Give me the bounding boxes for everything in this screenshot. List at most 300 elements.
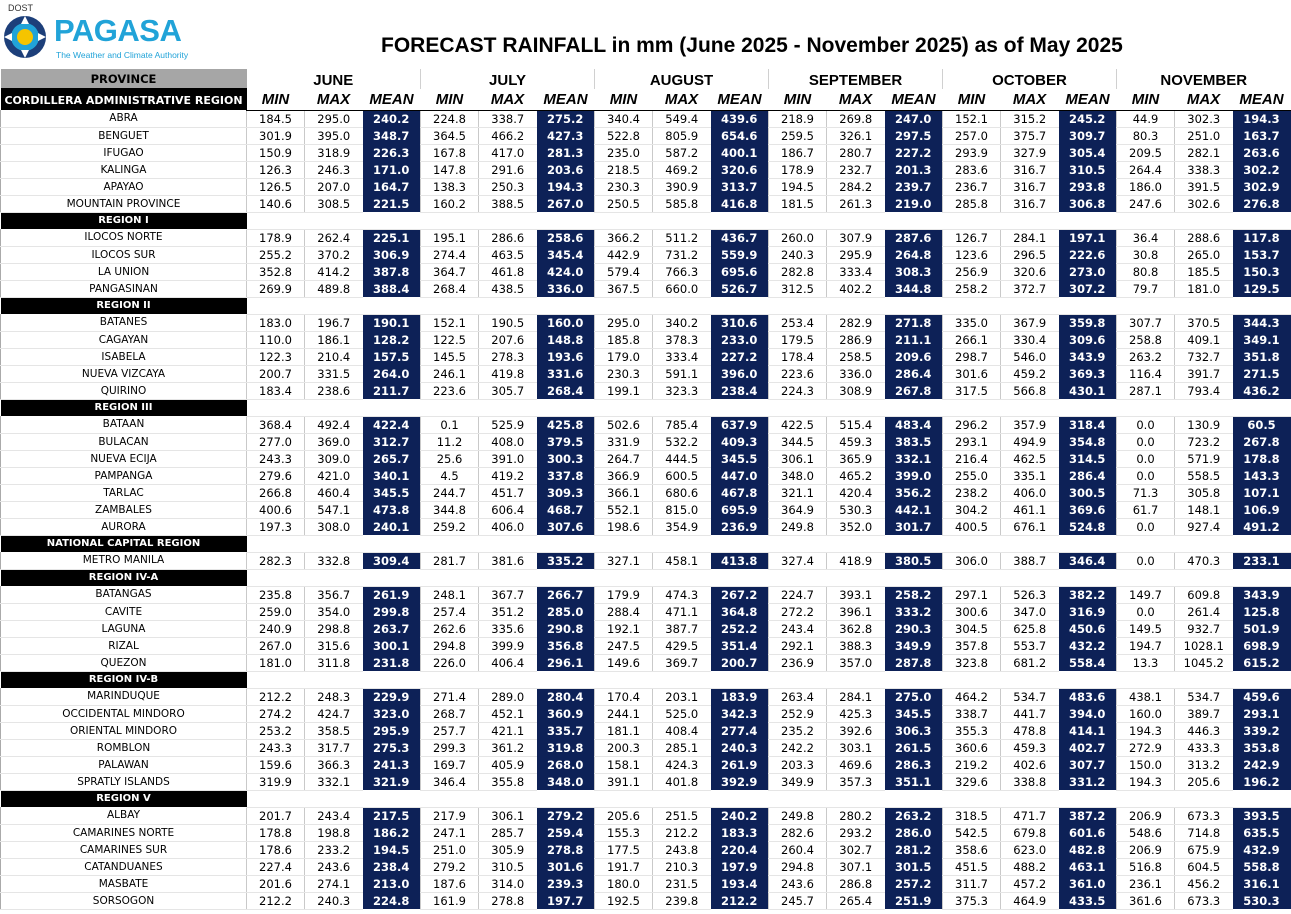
- value-max: 330.4: [1001, 331, 1059, 348]
- value-min: 145.5: [421, 348, 479, 365]
- value-max: 462.5: [1001, 450, 1059, 467]
- value-mean: 171.0: [363, 161, 421, 178]
- dost-label: DOST: [8, 3, 34, 13]
- table-body: [1, 110, 1291, 909]
- value-min: 287.1: [1117, 382, 1175, 399]
- value-min: 187.6: [421, 875, 479, 892]
- value-mean: 193.6: [537, 348, 595, 365]
- value-mean: 290.3: [885, 620, 943, 637]
- value-max: 673.3: [1175, 892, 1233, 909]
- value-max: 250.3: [479, 178, 537, 195]
- value-min: 244.7: [421, 484, 479, 501]
- value-mean: 273.0: [1059, 263, 1117, 280]
- stat-min: MIN: [943, 89, 1001, 110]
- table-row: [1, 280, 1291, 297]
- value-max: 600.5: [653, 467, 711, 484]
- value-mean: 220.4: [711, 841, 769, 858]
- value-min: 279.6: [247, 467, 305, 484]
- stat-mean: MEAN: [711, 89, 769, 110]
- value-mean: 266.7: [537, 586, 595, 603]
- province-name: BATAAN: [1, 416, 247, 433]
- value-min: 235.2: [769, 722, 827, 739]
- value-mean: 275.3: [363, 739, 421, 756]
- value-min: 301.6: [943, 365, 1001, 382]
- value-mean: 335.7: [537, 722, 595, 739]
- value-mean: 301.6: [537, 858, 595, 875]
- province-name: ISABELA: [1, 348, 247, 365]
- value-mean: 241.3: [363, 756, 421, 773]
- value-max: 303.1: [827, 739, 885, 756]
- value-min: 375.3: [943, 892, 1001, 909]
- value-mean: 258.2: [885, 586, 943, 603]
- value-min: 186.0: [1117, 178, 1175, 195]
- value-mean: 439.6: [711, 110, 769, 127]
- value-mean: 698.9: [1233, 637, 1291, 654]
- value-max: 316.7: [1001, 178, 1059, 195]
- value-max: 285.7: [479, 824, 537, 841]
- value-max: 546.0: [1001, 348, 1059, 365]
- value-mean: 163.7: [1233, 127, 1291, 144]
- value-mean: 482.8: [1059, 841, 1117, 858]
- value-max: 408.4: [653, 722, 711, 739]
- value-max: 370.2: [305, 246, 363, 263]
- value-mean: 239.3: [537, 875, 595, 892]
- value-mean: 300.3: [537, 450, 595, 467]
- region-spacer: [247, 569, 1291, 586]
- value-max: 282.1: [1175, 144, 1233, 161]
- value-max: 393.1: [827, 586, 885, 603]
- value-mean: 320.6: [711, 161, 769, 178]
- value-mean: 306.3: [885, 722, 943, 739]
- value-min: 209.5: [1117, 144, 1175, 161]
- value-max: 425.3: [827, 705, 885, 722]
- value-min: 259.2: [421, 518, 479, 535]
- value-max: 547.1: [305, 501, 363, 518]
- province-name: ILOCOS SUR: [1, 246, 247, 263]
- value-max: 515.4: [827, 416, 885, 433]
- value-max: 457.2: [1001, 875, 1059, 892]
- value-min: 243.3: [247, 450, 305, 467]
- region-name: REGION III: [1, 399, 247, 416]
- value-mean: 364.8: [711, 603, 769, 620]
- value-max: 488.2: [1001, 858, 1059, 875]
- value-max: 307.9: [827, 229, 885, 246]
- value-min: 216.4: [943, 450, 1001, 467]
- value-min: 0.0: [1117, 467, 1175, 484]
- value-mean: 388.4: [363, 280, 421, 297]
- value-max: 316.7: [1001, 161, 1059, 178]
- rainfall-table: [0, 69, 1291, 910]
- value-max: 587.2: [653, 144, 711, 161]
- value-max: 306.1: [479, 807, 537, 824]
- value-min: 422.5: [769, 416, 827, 433]
- value-max: 399.9: [479, 637, 537, 654]
- value-max: 251.0: [1175, 127, 1233, 144]
- value-max: 805.9: [653, 127, 711, 144]
- value-mean: 312.7: [363, 433, 421, 450]
- value-min: 258.2: [943, 280, 1001, 297]
- value-max: 391.7: [1175, 365, 1233, 382]
- value-max: 361.2: [479, 739, 537, 756]
- value-min: 257.7: [421, 722, 479, 739]
- region-header: CORDILLERA ADMINISTRATIVE REGION: [1, 89, 247, 110]
- province-name: MARINDUQUE: [1, 688, 247, 705]
- value-max: 239.8: [653, 892, 711, 909]
- value-mean: 351.8: [1233, 348, 1291, 365]
- value-max: 534.7: [1175, 688, 1233, 705]
- value-mean: 247.0: [885, 110, 943, 127]
- value-mean: 268.0: [537, 756, 595, 773]
- value-mean: 200.7: [711, 654, 769, 671]
- value-min: 197.3: [247, 518, 305, 535]
- value-max: 402.2: [827, 280, 885, 297]
- value-mean: 197.1: [1059, 229, 1117, 246]
- value-mean: 240.2: [711, 807, 769, 824]
- value-min: 348.0: [769, 467, 827, 484]
- value-mean: 343.9: [1059, 348, 1117, 365]
- value-max: 369.0: [305, 433, 363, 450]
- value-min: 366.1: [595, 484, 653, 501]
- value-max: 927.4: [1175, 518, 1233, 535]
- value-mean: 261.5: [885, 739, 943, 756]
- value-min: 243.6: [769, 875, 827, 892]
- value-min: 255.2: [247, 246, 305, 263]
- value-min: 281.7: [421, 552, 479, 569]
- value-mean: 424.0: [537, 263, 595, 280]
- region-spacer: [247, 790, 1291, 807]
- value-min: 212.2: [247, 892, 305, 909]
- value-max: 285.1: [653, 739, 711, 756]
- stat-mean: MEAN: [1059, 89, 1117, 110]
- value-min: 230.3: [595, 365, 653, 382]
- value-min: 242.2: [769, 739, 827, 756]
- value-max: 265.4: [827, 892, 885, 909]
- value-min: 268.7: [421, 705, 479, 722]
- value-max: 424.3: [653, 756, 711, 773]
- value-mean: 356.8: [537, 637, 595, 654]
- value-min: 180.0: [595, 875, 653, 892]
- value-min: 312.5: [769, 280, 827, 297]
- value-max: 591.1: [653, 365, 711, 382]
- value-max: 679.8: [1001, 824, 1059, 841]
- value-max: 660.0: [653, 280, 711, 297]
- value-mean: 300.5: [1059, 484, 1117, 501]
- value-max: 680.6: [653, 484, 711, 501]
- value-mean: 286.0: [885, 824, 943, 841]
- value-max: 207.0: [305, 178, 363, 195]
- value-max: 185.5: [1175, 263, 1233, 280]
- province-name: ROMBLON: [1, 739, 247, 756]
- value-mean: 211.7: [363, 382, 421, 399]
- value-max: 248.3: [305, 688, 363, 705]
- value-max: 378.3: [653, 331, 711, 348]
- province-name: LA UNION: [1, 263, 247, 280]
- table-row: [1, 892, 1291, 909]
- value-max: 365.9: [827, 450, 885, 467]
- value-mean: 290.8: [537, 620, 595, 637]
- value-min: 160.2: [421, 195, 479, 212]
- value-min: 267.0: [247, 637, 305, 654]
- value-min: 192.1: [595, 620, 653, 637]
- stat-min: MIN: [769, 89, 827, 110]
- province-name: CAMARINES NORTE: [1, 824, 247, 841]
- value-mean: 483.4: [885, 416, 943, 433]
- value-mean: 331.2: [1059, 773, 1117, 790]
- value-mean: 345.5: [885, 705, 943, 722]
- province-name: CAMARINES SUR: [1, 841, 247, 858]
- value-mean: 427.3: [537, 127, 595, 144]
- province-name: PANGASINAN: [1, 280, 247, 297]
- value-min: 542.5: [943, 824, 1001, 841]
- value-max: 262.4: [305, 229, 363, 246]
- value-max: 381.6: [479, 552, 537, 569]
- value-max: 308.0: [305, 518, 363, 535]
- value-min: 253.2: [247, 722, 305, 739]
- value-mean: 295.9: [363, 722, 421, 739]
- province-name: MASBATE: [1, 875, 247, 892]
- value-min: 206.9: [1117, 841, 1175, 858]
- pagasa-seal-icon: [2, 14, 48, 60]
- value-max: 370.5: [1175, 314, 1233, 331]
- value-min: 224.3: [769, 382, 827, 399]
- value-min: 147.8: [421, 161, 479, 178]
- value-max: 793.4: [1175, 382, 1233, 399]
- value-mean: 225.1: [363, 229, 421, 246]
- region-name: REGION V: [1, 790, 247, 807]
- table-row: [1, 858, 1291, 875]
- value-mean: 117.8: [1233, 229, 1291, 246]
- value-max: 354.9: [653, 518, 711, 535]
- value-max: 298.8: [305, 620, 363, 637]
- value-max: 335.6: [479, 620, 537, 637]
- value-max: 494.9: [1001, 433, 1059, 450]
- value-max: 424.7: [305, 705, 363, 722]
- value-max: 302.3: [1175, 110, 1233, 127]
- value-max: 489.8: [305, 280, 363, 297]
- value-mean: 468.7: [537, 501, 595, 518]
- value-mean: 313.7: [711, 178, 769, 195]
- value-max: 311.8: [305, 654, 363, 671]
- value-max: 203.1: [653, 688, 711, 705]
- table-row: [1, 263, 1291, 280]
- value-min: 224.7: [769, 586, 827, 603]
- value-mean: 302.9: [1233, 178, 1291, 195]
- value-mean: 233.1: [1233, 552, 1291, 569]
- table-row: [1, 348, 1291, 365]
- value-max: 623.0: [1001, 841, 1059, 858]
- value-mean: 321.9: [363, 773, 421, 790]
- table-row: [1, 195, 1291, 212]
- value-mean: 301.7: [885, 518, 943, 535]
- value-mean: 238.4: [363, 858, 421, 875]
- value-max: 354.0: [305, 603, 363, 620]
- value-max: 289.0: [479, 688, 537, 705]
- value-min: 298.7: [943, 348, 1001, 365]
- value-mean: 307.2: [1059, 280, 1117, 297]
- value-mean: 60.5: [1233, 416, 1291, 433]
- value-min: 329.6: [943, 773, 1001, 790]
- value-mean: 261.9: [711, 756, 769, 773]
- province-name: ABRA: [1, 110, 247, 127]
- value-mean: 279.2: [537, 807, 595, 824]
- value-min: 245.7: [769, 892, 827, 909]
- value-max: 532.2: [653, 433, 711, 450]
- value-min: 282.3: [247, 552, 305, 569]
- value-mean: 432.9: [1233, 841, 1291, 858]
- value-min: 159.6: [247, 756, 305, 773]
- value-mean: 601.6: [1059, 824, 1117, 841]
- value-min: 126.3: [247, 161, 305, 178]
- value-mean: 319.8: [537, 739, 595, 756]
- value-min: 442.9: [595, 246, 653, 263]
- value-min: 236.1: [1117, 875, 1175, 892]
- table-row: [1, 722, 1291, 739]
- value-max: 357.0: [827, 654, 885, 671]
- value-min: 191.7: [595, 858, 653, 875]
- value-min: 293.9: [943, 144, 1001, 161]
- value-min: 400.6: [247, 501, 305, 518]
- value-max: 212.2: [653, 824, 711, 841]
- value-min: 349.9: [769, 773, 827, 790]
- value-min: 0.0: [1117, 450, 1175, 467]
- value-min: 318.5: [943, 807, 1001, 824]
- value-mean: 236.9: [711, 518, 769, 535]
- value-mean: 287.6: [885, 229, 943, 246]
- region-row: [1, 535, 1291, 552]
- value-max: 456.2: [1175, 875, 1233, 892]
- value-max: 406.0: [1001, 484, 1059, 501]
- value-max: 280.7: [827, 144, 885, 161]
- stat-min: MIN: [1117, 89, 1175, 110]
- value-min: 226.0: [421, 654, 479, 671]
- value-max: 233.2: [305, 841, 363, 858]
- value-min: 464.2: [943, 688, 1001, 705]
- value-mean: 383.5: [885, 433, 943, 450]
- value-min: 0.0: [1117, 518, 1175, 535]
- value-max: 530.3: [827, 501, 885, 518]
- value-max: 731.2: [653, 246, 711, 263]
- month-header-october: OCTOBER: [943, 69, 1117, 89]
- value-min: 301.9: [247, 127, 305, 144]
- value-mean: 635.5: [1233, 824, 1291, 841]
- value-mean: 252.2: [711, 620, 769, 637]
- value-max: 210.3: [653, 858, 711, 875]
- value-mean: 360.9: [537, 705, 595, 722]
- value-max: 181.0: [1175, 280, 1233, 297]
- value-mean: 201.3: [885, 161, 943, 178]
- value-mean: 264.0: [363, 365, 421, 382]
- value-min: 44.9: [1117, 110, 1175, 127]
- province-name: CAVITE: [1, 603, 247, 620]
- value-max: 286.9: [827, 331, 885, 348]
- value-mean: 217.5: [363, 807, 421, 824]
- table-row: [1, 807, 1291, 824]
- value-mean: 400.1: [711, 144, 769, 161]
- region-row: [1, 671, 1291, 688]
- value-max: 387.7: [653, 620, 711, 637]
- region-row: [1, 212, 1291, 229]
- region-row: [1, 569, 1291, 586]
- value-max: 474.3: [653, 586, 711, 603]
- value-min: 292.1: [769, 637, 827, 654]
- value-min: 149.5: [1117, 620, 1175, 637]
- table-row: [1, 433, 1291, 450]
- province-name: QUEZON: [1, 654, 247, 671]
- value-mean: 349.9: [885, 637, 943, 654]
- value-min: 247.1: [421, 824, 479, 841]
- value-mean: 382.2: [1059, 586, 1117, 603]
- value-mean: 267.8: [885, 382, 943, 399]
- value-mean: 369.3: [1059, 365, 1117, 382]
- value-max: 318.9: [305, 144, 363, 161]
- value-min: 169.7: [421, 756, 479, 773]
- value-max: 418.9: [827, 552, 885, 569]
- value-max: 332.8: [305, 552, 363, 569]
- value-min: 253.4: [769, 314, 827, 331]
- value-max: 932.7: [1175, 620, 1233, 637]
- value-max: 305.8: [1175, 484, 1233, 501]
- value-max: 307.1: [827, 858, 885, 875]
- value-mean: 212.2: [711, 892, 769, 909]
- value-min: 331.9: [595, 433, 653, 450]
- value-min: 293.1: [943, 433, 1001, 450]
- value-min: 247.5: [595, 637, 653, 654]
- value-max: 358.5: [305, 722, 363, 739]
- value-max: 471.7: [1001, 807, 1059, 824]
- value-max: 549.4: [653, 110, 711, 127]
- value-min: 268.4: [421, 280, 479, 297]
- value-mean: 695.9: [711, 501, 769, 518]
- value-min: 340.4: [595, 110, 653, 127]
- value-min: 223.6: [769, 365, 827, 382]
- value-max: 459.2: [1001, 365, 1059, 382]
- value-mean: 240.3: [711, 739, 769, 756]
- value-min: 71.3: [1117, 484, 1175, 501]
- value-min: 250.5: [595, 195, 653, 212]
- value-max: 278.8: [479, 892, 537, 909]
- table-row: [1, 654, 1291, 671]
- value-mean: 286.4: [885, 365, 943, 382]
- value-mean: 467.8: [711, 484, 769, 501]
- value-max: 452.1: [479, 705, 537, 722]
- value-max: 284.1: [827, 688, 885, 705]
- province-name: SORSOGON: [1, 892, 247, 909]
- value-mean: 277.4: [711, 722, 769, 739]
- value-min: 438.1: [1117, 688, 1175, 705]
- value-max: 433.3: [1175, 739, 1233, 756]
- value-max: 558.5: [1175, 467, 1233, 484]
- value-max: 375.7: [1001, 127, 1059, 144]
- value-mean: 222.6: [1059, 246, 1117, 263]
- value-min: 186.7: [769, 144, 827, 161]
- value-mean: 436.2: [1233, 382, 1291, 399]
- value-max: 815.0: [653, 501, 711, 518]
- value-max: 313.2: [1175, 756, 1233, 773]
- value-mean: 281.3: [537, 144, 595, 161]
- value-mean: 297.5: [885, 127, 943, 144]
- value-max: 609.8: [1175, 586, 1233, 603]
- value-min: 367.5: [595, 280, 653, 297]
- value-max: 352.0: [827, 518, 885, 535]
- value-mean: 501.9: [1233, 620, 1291, 637]
- value-mean: 197.7: [537, 892, 595, 909]
- value-min: 260.4: [769, 841, 827, 858]
- value-mean: 219.0: [885, 195, 943, 212]
- value-min: 279.2: [421, 858, 479, 875]
- value-mean: 559.9: [711, 246, 769, 263]
- value-mean: 194.3: [537, 178, 595, 195]
- value-mean: 186.2: [363, 824, 421, 841]
